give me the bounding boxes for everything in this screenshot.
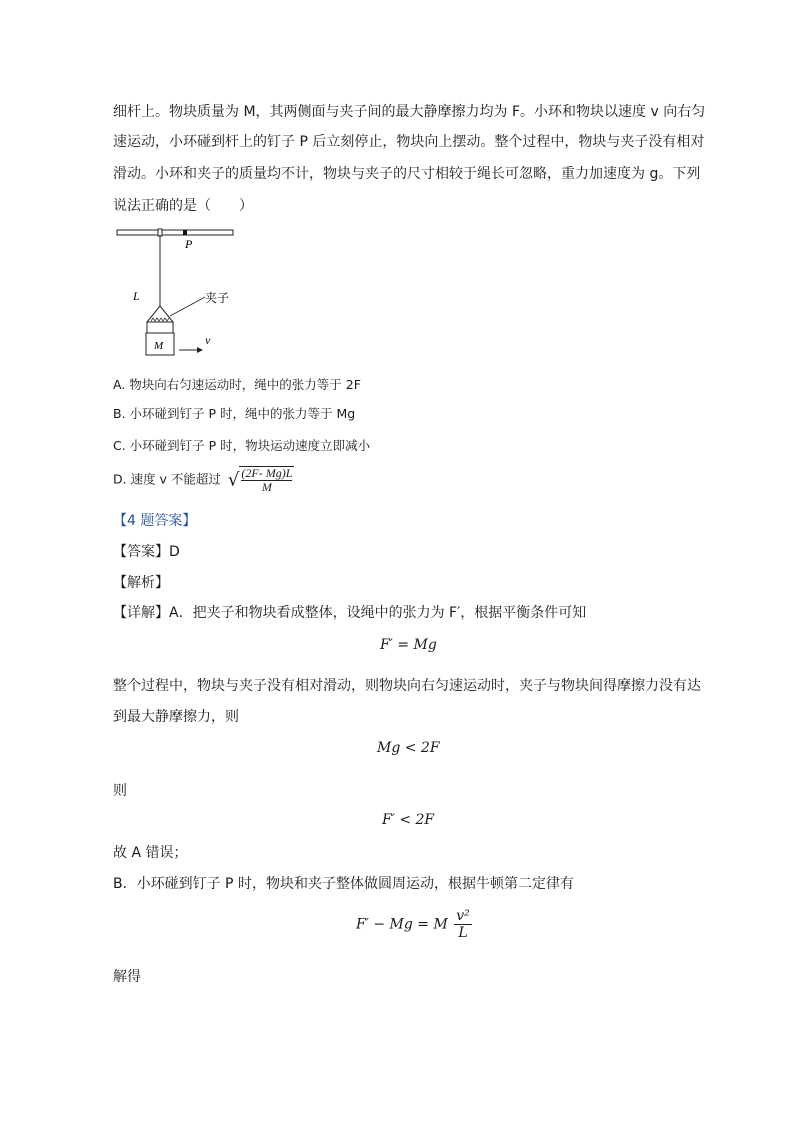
ring xyxy=(158,229,162,236)
para2-line-2: 到最大静摩擦力，则 xyxy=(113,709,239,725)
conclusion-a: 故 A 错误； xyxy=(113,845,188,861)
para2-line-1: 整个过程中，物块与夹子没有相对滑动，则物块向右匀速运动时，夹子与物块间得摩擦力没有达 xyxy=(113,678,701,694)
equation-3: F′ < 2F xyxy=(382,812,435,828)
option-d-denominator: M xyxy=(261,480,272,494)
clip-pointer xyxy=(170,297,205,316)
stem-line-2: 速运动，小环碰到杆上的钉子 P 后立刻停止，物块向上摆动。整个过程中，物块与夹子没有相对 xyxy=(113,134,705,150)
equation-2: Mg < 2F xyxy=(377,740,440,756)
label-l: L xyxy=(133,289,140,303)
stem-line-4: 说法正确的是（ ） xyxy=(113,198,253,214)
answer-title: 【4 题答案】 xyxy=(113,513,197,529)
sqrt-icon: √ xyxy=(227,469,240,491)
answer-label: 【答案】D xyxy=(113,544,180,560)
option-b: B. 小环碰到钉子 P 时，绳中的张力等于 Mg xyxy=(113,406,356,421)
detail-line: 【详解】A．把夹子和物块看成整体，设绳中的张力为 F′，根据平衡条件可知 xyxy=(113,605,587,621)
equation-4-numerator: v² xyxy=(456,908,470,924)
arrow-head-icon xyxy=(197,347,203,353)
label-m: M xyxy=(154,340,164,352)
pendulum-diagram xyxy=(113,226,253,361)
stem-line-1: 细杆上。物块质量为 M，其两侧面与夹子间的最大静摩擦力均为 F。小环和物块以速度 v 向右匀 xyxy=(113,104,706,120)
label-v: v xyxy=(205,333,211,347)
nail-p xyxy=(183,230,187,235)
equation-4-denominator: L xyxy=(458,925,468,941)
then-text: 则 xyxy=(113,783,127,799)
equation-4-left: F′ − Mg = M xyxy=(356,916,448,933)
clip-spring xyxy=(151,318,169,321)
option-d-numerator: (2F- Mg)L xyxy=(241,466,293,480)
equation-1: F′ = Mg xyxy=(380,637,437,653)
part-b-line: B．小环碰到钉子 P 时，物块和夹子整体做圆周运动，根据牛顿第二定律有 xyxy=(113,876,574,892)
label-p: P xyxy=(185,237,193,251)
stem-line-3: 滑动。小环和夹子的质量均不计，物块与夹子的尺寸相较于绳长可忽略，重力加速度为 g。下列 xyxy=(113,166,701,182)
option-a: A. 物块向右匀速运动时，绳中的张力等于 2F xyxy=(113,377,361,392)
label-clip: 夹子 xyxy=(205,291,230,305)
rod xyxy=(117,230,233,235)
analysis-label: 【解析】 xyxy=(113,575,169,591)
equation-4 xyxy=(356,908,472,941)
option-d xyxy=(113,466,294,494)
option-d-prefix: D. 速度 v 不能超过 xyxy=(113,471,221,487)
option-c: C. 小环碰到钉子 P 时，物块运动速度立即减小 xyxy=(113,438,371,453)
solve-text: 解得 xyxy=(113,969,141,985)
